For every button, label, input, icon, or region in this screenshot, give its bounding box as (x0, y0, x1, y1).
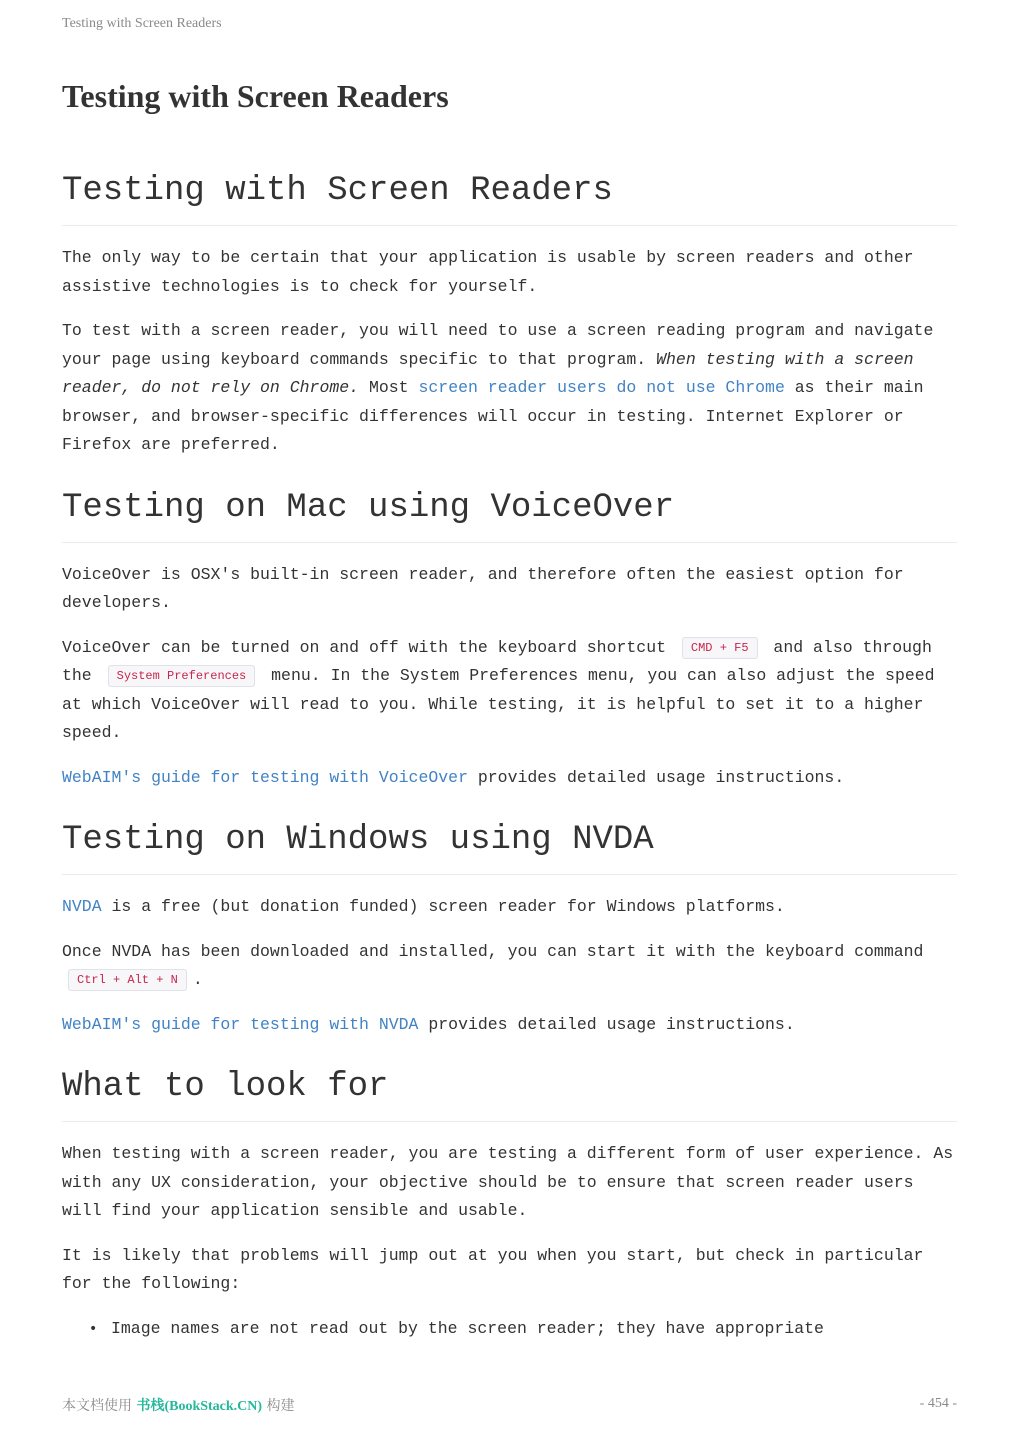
running-header: Testing with Screen Readers (62, 16, 222, 31)
nvda-link[interactable]: NVDA (62, 897, 102, 916)
section-heading: What to look for (62, 1067, 957, 1122)
bullet-icon: • (89, 1320, 98, 1337)
text: as their main browser, and browser-specific differences will occur in testing. Internet Explorer or Firefox are preferred. (62, 378, 924, 454)
checklist (62, 1315, 957, 1344)
section-heading: Testing on Windows using NVDA (62, 820, 957, 875)
keyboard-shortcut-code: CMD + F5 (682, 637, 758, 659)
footer-suffix: 构建 (262, 1398, 295, 1414)
section-heading: Testing on Mac using VoiceOver (62, 488, 957, 543)
page-number: - 454 - (919, 1396, 957, 1411)
page-title: Testing with Screen Readers (62, 78, 449, 114)
text: is a free (but donation funded) screen reader for Windows platforms. (101, 897, 785, 916)
emphasis-text: When testing with a screen reader, do not rely on Chrome. (62, 349, 914, 397)
paragraph: When testing with a screen reader, you are testing a different form of user experience. As with any UX consideration, your objective should be to ensure that screen reader users will find your application sensible and usable. (62, 1144, 954, 1220)
webaim-voiceover-link[interactable]: WebAIM's guide for testing with VoiceOver (62, 767, 468, 787)
section-nvda (62, 820, 957, 1039)
text: VoiceOver can be turned on and off with the keyboard shortcut (62, 637, 666, 657)
section-what-to-look-for (62, 1067, 957, 1343)
list-item (89, 1315, 957, 1344)
text: . (192, 970, 203, 989)
paragraph: VoiceOver is OSX's built-in screen reader, and therefore often the easiest option for developers. (62, 564, 904, 612)
paragraph (62, 938, 957, 995)
paragraph: The only way to be certain that your application is usable by screen readers and other assistive technologies is to check for yourself. (62, 248, 914, 296)
text: Once NVDA has been downloaded and installed, you can start it with the keyboard command (62, 941, 924, 961)
section-heading: Testing with Screen Readers (62, 171, 957, 226)
text: Most (359, 378, 419, 397)
webaim-nvda-link[interactable]: WebAIM's guide for testing with NVDA (62, 1014, 419, 1034)
paragraph (62, 317, 957, 460)
system-preferences-code: System Preferences (108, 665, 256, 687)
footer-prefix: 本文档使用 (62, 1398, 137, 1414)
paragraph (62, 1011, 957, 1040)
chrome-usage-link[interactable]: screen reader users do not use Chrome (418, 378, 785, 397)
footer-credit (62, 1395, 295, 1415)
section-testing-with-screen-readers (62, 171, 957, 460)
text: To test with a screen reader, you will need to use a screen reading program and navigate your page using keyboard commands specific to that program. (62, 321, 934, 369)
keyboard-shortcut-code: Ctrl + Alt + N (68, 969, 187, 991)
paragraph (62, 764, 957, 793)
paragraph (62, 634, 957, 748)
text: provides detailed usage instructions. (418, 1014, 795, 1034)
paragraph: It is likely that problems will jump out at you when you start, but check in particular for the following: (62, 1245, 924, 1293)
list-item-text: Image names are not read out by the screen reader; they have appropriate (111, 1318, 824, 1338)
document-content (62, 165, 957, 1371)
text: and also through the (62, 637, 932, 685)
section-voiceover (62, 488, 957, 793)
text: menu. In the System Preferences menu, you can also adjust the speed at which VoiceOver will read to you. While testing, it is helpful to set it to a higher speed. (62, 666, 935, 742)
text: provides detailed usage instructions. (467, 767, 845, 787)
paragraph (62, 893, 957, 922)
bookstack-brand-link[interactable]: 书栈(BookStack.CN) (136, 1399, 263, 1414)
